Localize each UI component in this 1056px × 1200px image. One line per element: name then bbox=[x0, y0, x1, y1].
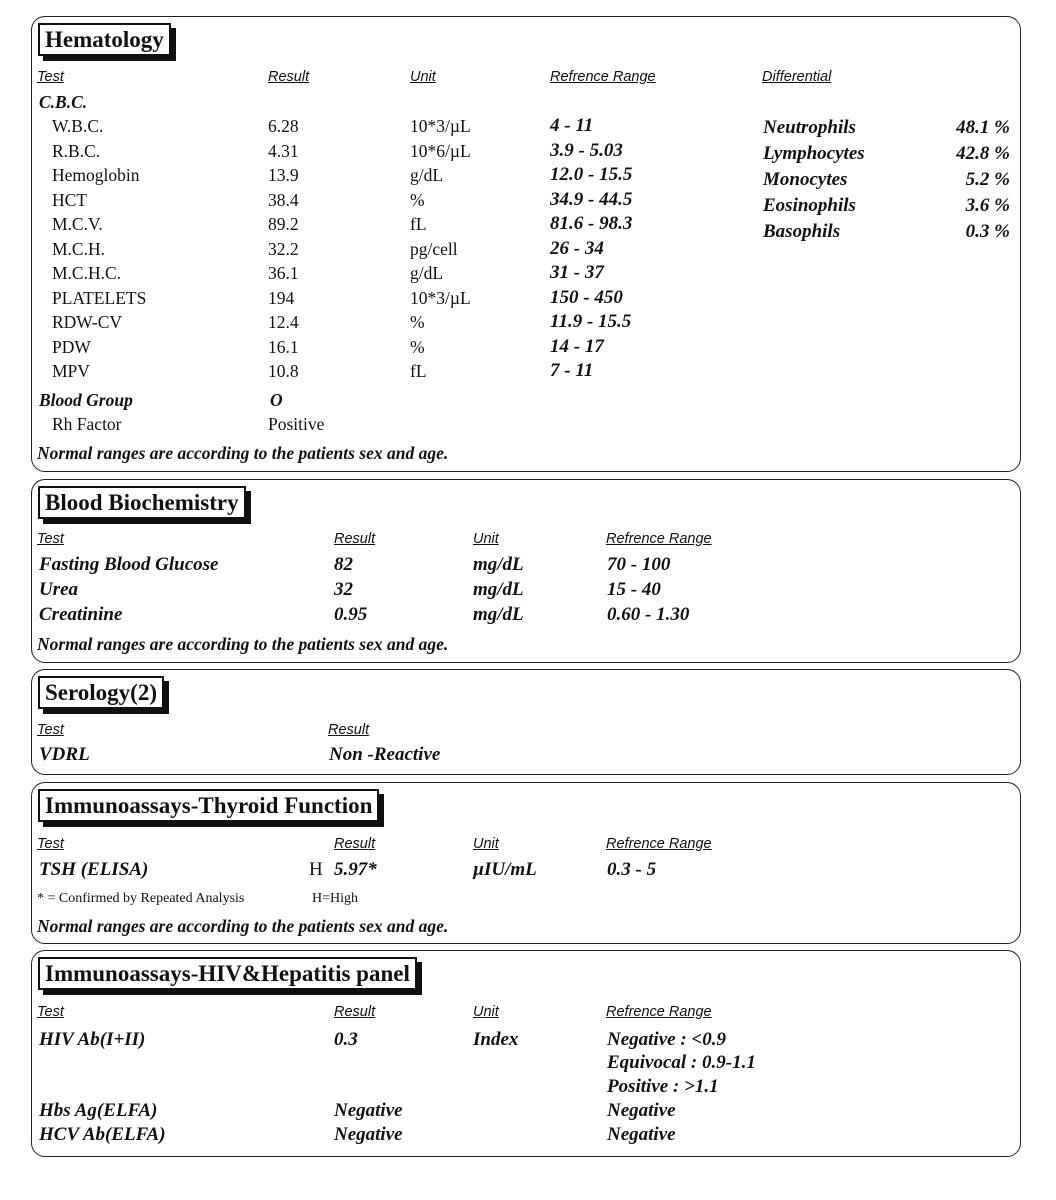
differential-value: 3.6 % bbox=[965, 195, 1010, 216]
tsh-range: 0.3 - 5 bbox=[607, 859, 657, 880]
differential-name: Neutrophils bbox=[763, 117, 856, 138]
cbc-test: PDW bbox=[52, 336, 91, 357]
cbc-unit: g/dL bbox=[410, 165, 444, 185]
hiv-range-positive: Positive : >1.1 bbox=[607, 1076, 719, 1097]
cbc-test: HCT bbox=[52, 189, 87, 210]
hematology-title: Hematology bbox=[38, 23, 171, 56]
cbc-unit: fL bbox=[410, 214, 427, 234]
biochem-result: 82 bbox=[334, 554, 353, 575]
header-result: Result bbox=[334, 531, 376, 547]
serology-title: Serology(2) bbox=[38, 676, 164, 709]
cbc-result: 12.4 bbox=[268, 312, 299, 332]
cbc-range: 4 - 11 bbox=[550, 115, 594, 136]
header-range: Refrence Range bbox=[606, 531, 712, 547]
cbc-unit: 10*6/µL bbox=[410, 140, 471, 161]
cbc-range: 31 - 37 bbox=[550, 262, 604, 283]
biochem-test: Creatinine bbox=[39, 604, 123, 625]
header-test: Test bbox=[37, 1004, 64, 1020]
header-differential: Differential bbox=[762, 69, 832, 85]
header-unit: Unit bbox=[410, 69, 436, 85]
cbc-test: RDW-CV bbox=[52, 312, 122, 332]
hematology-section bbox=[31, 16, 1021, 472]
biochem-unit: mg/dL bbox=[473, 554, 524, 575]
header-range: Refrence Range bbox=[606, 1004, 712, 1020]
cbc-result: 32.2 bbox=[268, 238, 299, 259]
cbc-unit: % bbox=[410, 189, 425, 210]
biochem-unit: mg/dL bbox=[473, 604, 524, 625]
cbc-range: 26 - 34 bbox=[550, 237, 604, 259]
header-test: Test bbox=[37, 531, 64, 547]
hiv-hepatitis-title: Immunoassays-HIV&Hepatitis panel bbox=[38, 957, 417, 990]
header-result: Result bbox=[268, 69, 310, 85]
biochemistry-title: Blood Biochemistry bbox=[38, 486, 246, 519]
cbc-result: 6.28 bbox=[268, 116, 299, 136]
biochem-range: 70 - 100 bbox=[607, 554, 671, 575]
tsh-result: 5.97* bbox=[334, 859, 377, 880]
cbc-test: MPV bbox=[52, 361, 90, 381]
cbc-unit: g/dL bbox=[410, 263, 444, 283]
cbc-result: 4.31 bbox=[268, 140, 299, 161]
hiv-test: HIV Ab(I+II) bbox=[39, 1029, 146, 1050]
rh-factor-label: Rh Factor bbox=[52, 414, 122, 434]
biochem-result: 0.95 bbox=[334, 604, 368, 625]
cbc-result: 194 bbox=[268, 287, 295, 308]
hiv-unit: Index bbox=[473, 1029, 519, 1050]
cbc-test: M.C.H. bbox=[52, 238, 105, 259]
biochem-test: Fasting Blood Glucose bbox=[39, 554, 219, 575]
header-range: Refrence Range bbox=[606, 836, 712, 852]
header-result: Result bbox=[328, 722, 370, 738]
cbc-range: 7 - 11 bbox=[550, 360, 594, 381]
cbc-range: 34.9 - 44.5 bbox=[550, 188, 633, 210]
cbc-range: 150 - 450 bbox=[550, 286, 623, 308]
hiv-hepatitis-section bbox=[31, 950, 1021, 1157]
hiv-range-negative: Negative : <0.9 bbox=[607, 1029, 726, 1050]
differential-value: 0.3 % bbox=[965, 221, 1010, 242]
hiv-range-equivocal: Equivocal : 0.9-1.1 bbox=[607, 1052, 756, 1073]
hcv-test: HCV Ab(ELFA) bbox=[39, 1124, 166, 1145]
differential-value: 48.1 % bbox=[956, 117, 1010, 138]
normal-ranges-note: Normal ranges are according to the patients sex and age. bbox=[37, 443, 449, 463]
header-unit: Unit bbox=[473, 1004, 499, 1020]
differential-name: Basophils bbox=[763, 221, 841, 242]
cbc-unit: 10*3/µL bbox=[410, 287, 471, 308]
cbc-result: 38.4 bbox=[268, 189, 299, 210]
cbc-test: W.B.C. bbox=[52, 116, 104, 136]
cbc-test: R.B.C. bbox=[52, 140, 101, 161]
differential-value: 42.8 % bbox=[956, 143, 1010, 164]
hcv-result: Negative bbox=[334, 1124, 403, 1145]
cbc-range: 14 - 17 bbox=[550, 335, 604, 357]
cbc-unit: pg/cell bbox=[410, 238, 458, 259]
differential-value: 5.2 % bbox=[965, 169, 1010, 190]
thyroid-section bbox=[31, 782, 1021, 944]
tsh-test: TSH (ELISA) bbox=[39, 859, 149, 880]
header-test: Test bbox=[37, 722, 64, 738]
hcv-range: Negative bbox=[607, 1124, 676, 1145]
header-unit: Unit bbox=[473, 836, 499, 852]
hiv-result: 0.3 bbox=[334, 1029, 358, 1050]
rh-factor-value: Positive bbox=[268, 414, 325, 434]
biochem-range: 0.60 - 1.30 bbox=[607, 604, 690, 625]
cbc-range: 81.6 - 98.3 bbox=[550, 213, 633, 234]
cbc-test: M.C.H.C. bbox=[52, 263, 122, 283]
cbc-range: 12.0 - 15.5 bbox=[550, 164, 633, 185]
serology-section bbox=[31, 669, 1021, 775]
cbc-range: 3.9 - 5.03 bbox=[550, 139, 623, 161]
differential-name: Lymphocytes bbox=[763, 143, 865, 164]
vdrl-test: VDRL bbox=[39, 744, 90, 765]
biochem-unit: mg/dL bbox=[473, 579, 524, 600]
cbc-result: 13.9 bbox=[268, 165, 299, 185]
cbc-unit: fL bbox=[410, 361, 427, 381]
differential-name: Monocytes bbox=[763, 169, 848, 190]
hbsag-result: Negative bbox=[334, 1100, 403, 1121]
cbc-unit: % bbox=[410, 336, 425, 357]
footnote-confirmed: * = Confirmed by Repeated Analysis bbox=[37, 891, 245, 906]
biochemistry-section bbox=[31, 479, 1021, 663]
biochem-result: 32 bbox=[334, 579, 353, 600]
cbc-test: PLATELETS bbox=[52, 287, 147, 308]
header-unit: Unit bbox=[473, 531, 499, 547]
hbsag-test: Hbs Ag(ELFA) bbox=[39, 1100, 158, 1121]
cbc-unit: % bbox=[410, 312, 425, 332]
header-range: Refrence Range bbox=[550, 69, 656, 85]
cbc-result: 16.1 bbox=[268, 336, 299, 357]
cbc-range: 11.9 - 15.5 bbox=[550, 311, 632, 332]
vdrl-result: Non -Reactive bbox=[329, 744, 441, 765]
blood-group-label: Blood Group bbox=[39, 390, 133, 410]
hbsag-range: Negative bbox=[607, 1100, 676, 1121]
biochem-range: 15 - 40 bbox=[607, 579, 661, 600]
thyroid-title: Immunoassays-Thyroid Function bbox=[38, 789, 379, 822]
normal-ranges-note: Normal ranges are according to the patients sex and age. bbox=[37, 916, 449, 936]
header-test: Test bbox=[37, 69, 64, 85]
cbc-test: Hemoglobin bbox=[52, 165, 140, 185]
cbc-unit: 10*3/µL bbox=[410, 116, 471, 136]
tsh-unit: µIU/mL bbox=[473, 859, 537, 880]
header-result: Result bbox=[334, 1004, 376, 1020]
cbc-result: 36.1 bbox=[268, 263, 299, 283]
cbc-result: 10.8 bbox=[268, 361, 299, 381]
biochem-test: Urea bbox=[39, 579, 79, 600]
footnote-high: H=High bbox=[312, 891, 359, 906]
normal-ranges-note: Normal ranges are according to the patients sex and age. bbox=[37, 634, 449, 654]
differential-name: Eosinophils bbox=[763, 195, 856, 216]
tsh-flag: H bbox=[309, 859, 323, 880]
cbc-label: C.B.C. bbox=[39, 92, 88, 112]
header-result: Result bbox=[334, 836, 376, 852]
cbc-test: M.C.V. bbox=[52, 214, 103, 234]
blood-group-value: O bbox=[270, 390, 283, 410]
header-test: Test bbox=[37, 836, 64, 852]
cbc-result: 89.2 bbox=[268, 214, 299, 234]
